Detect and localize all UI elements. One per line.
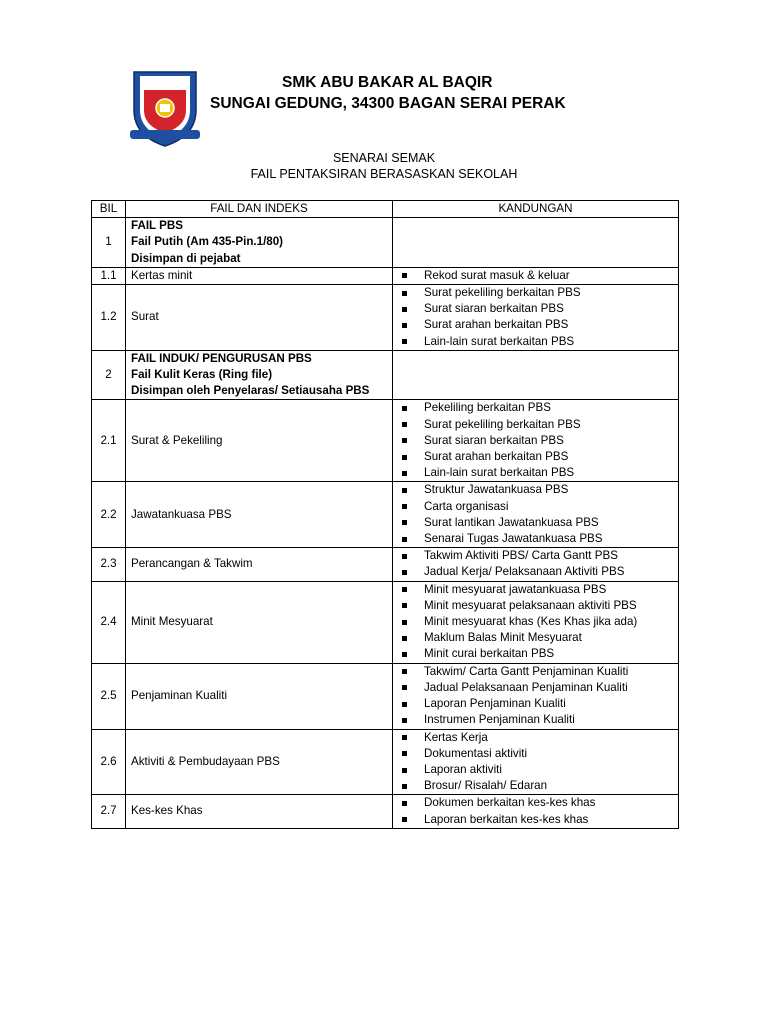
contents-cell: [393, 218, 679, 268]
contents-cell: [393, 663, 679, 729]
square-bullet-icon: [402, 422, 407, 427]
content-item: [398, 433, 673, 449]
row-number: 2.4: [92, 581, 126, 663]
row-number: 2.6: [92, 729, 126, 795]
square-bullet-icon: [402, 554, 407, 559]
square-bullet-icon: [402, 438, 407, 443]
contents-cell: [393, 581, 679, 663]
square-bullet-icon: [402, 520, 407, 525]
content-item: [398, 515, 673, 531]
square-bullet-icon: [402, 620, 407, 625]
content-item-text: Surat siaran berkaitan PBS: [424, 433, 564, 447]
content-item: [398, 317, 673, 333]
contents-cell: [393, 400, 679, 482]
square-bullet-icon: [402, 406, 407, 411]
contents-cell: [393, 350, 679, 400]
content-item-text: Senarai Tugas Jawatankuasa PBS: [424, 532, 603, 546]
square-bullet-icon: [402, 455, 407, 460]
square-bullet-icon: [402, 273, 407, 278]
file-index-line: Aktiviti & Pembudayaan PBS: [131, 754, 280, 768]
content-item-text: Takwim/ Carta Gantt Penjaminan Kualiti: [424, 664, 629, 678]
column-header-kandungan: KANDUNGAN: [393, 201, 679, 218]
content-item: [398, 465, 673, 481]
row-number: 2.3: [92, 548, 126, 581]
file-index: [126, 663, 393, 729]
content-item-text: Lain-lain surat berkaitan PBS: [424, 466, 575, 480]
file-index: [126, 548, 393, 581]
file-index-line: Surat & Pekeliling: [131, 433, 223, 447]
square-bullet-icon: [402, 471, 407, 476]
file-index-line: Penjaminan Kualiti: [131, 688, 228, 702]
square-bullet-icon: [402, 669, 407, 674]
content-item: [398, 778, 673, 794]
school-name: SMK ABU BAKAR AL BAQIR: [282, 74, 493, 91]
file-index-line: Disimpan oleh Penyelaras/ Setiausaha PBS: [131, 384, 370, 398]
square-bullet-icon: [402, 735, 407, 740]
content-item: [398, 664, 673, 680]
content-item-text: Surat lantikan Jawatankuasa PBS: [424, 515, 599, 529]
content-item: [398, 499, 673, 515]
file-index-line: Fail Putih (Am 435-Pin.1/80): [131, 235, 284, 249]
square-bullet-icon: [402, 685, 407, 690]
file-index-line: Kes-kes Khas: [131, 804, 203, 818]
content-item: [398, 746, 673, 762]
file-index-line: Jawatankuasa PBS: [131, 507, 232, 521]
content-item-text: Pekeliling berkaitan PBS: [424, 401, 551, 415]
content-item-text: Dokumen berkaitan kes-kes khas: [424, 796, 596, 810]
content-item-text: Kertas Kerja: [424, 730, 488, 744]
content-item: [398, 400, 673, 416]
contents-cell: [393, 548, 679, 581]
table-row: [92, 663, 679, 729]
contents-cell: [393, 482, 679, 548]
document-titles: [0, 150, 768, 182]
content-item: [398, 582, 673, 598]
contents-cell: [393, 729, 679, 795]
file-index-line: Surat: [131, 310, 159, 324]
content-item-text: Minit mesyuarat khas (Kes Khas jika ada): [424, 615, 638, 629]
content-item: [398, 812, 673, 828]
table-row: [92, 581, 679, 663]
contents-cell: [393, 795, 679, 828]
file-index-line: Disimpan di pejabat: [131, 251, 241, 265]
square-bullet-icon: [402, 587, 407, 592]
table-row: [92, 350, 679, 400]
document-subtitle: FAIL PENTAKSIRAN BERASASKAN SEKOLAH: [250, 167, 518, 181]
square-bullet-icon: [402, 339, 407, 344]
content-item-text: Struktur Jawatankuasa PBS: [424, 483, 569, 497]
contents-cell: [393, 267, 679, 284]
content-item-text: Maklum Balas Minit Mesyuarat: [424, 631, 582, 645]
content-item-text: Minit mesyuarat jawatankuasa PBS: [424, 582, 607, 596]
square-bullet-icon: [402, 504, 407, 509]
row-number: 1: [92, 218, 126, 268]
file-index-line: FAIL PBS: [131, 219, 183, 233]
square-bullet-icon: [402, 768, 407, 773]
content-item-text: Instrumen Penjaminan Kualiti: [424, 713, 575, 727]
square-bullet-icon: [402, 636, 407, 641]
square-bullet-icon: [402, 801, 407, 806]
square-bullet-icon: [402, 307, 407, 312]
row-number: 1.1: [92, 267, 126, 284]
content-item-text: Minit curai berkaitan PBS: [424, 647, 555, 661]
row-number: 2: [92, 350, 126, 400]
content-item: [398, 630, 673, 646]
checklist-table: [91, 200, 679, 829]
content-item-text: Takwim Aktiviti PBS/ Carta Gantt PBS: [424, 549, 618, 563]
content-item: [398, 285, 673, 301]
row-number: 2.2: [92, 482, 126, 548]
column-header-bil: BIL: [92, 201, 126, 218]
square-bullet-icon: [402, 323, 407, 328]
table-row: [92, 548, 679, 581]
file-index: [126, 267, 393, 284]
content-item: [398, 449, 673, 465]
content-item-text: Laporan Penjaminan Kualiti: [424, 697, 566, 711]
content-item-text: Minit mesyuarat pelaksanaan aktiviti PBS: [424, 598, 637, 612]
content-item: [398, 417, 673, 433]
file-index-line: Kertas minit: [131, 268, 193, 282]
table-header-row: [92, 201, 679, 218]
contents-cell: [393, 285, 679, 351]
content-item: [398, 712, 673, 728]
square-bullet-icon: [402, 603, 407, 608]
square-bullet-icon: [402, 291, 407, 296]
square-bullet-icon: [402, 488, 407, 493]
content-item-text: Surat arahan berkaitan PBS: [424, 318, 569, 332]
content-item: [398, 598, 673, 614]
content-item-text: Rekod surat masuk & keluar: [424, 268, 570, 282]
content-item: [398, 268, 673, 284]
file-index: [126, 581, 393, 663]
row-number: 1.2: [92, 285, 126, 351]
content-item-text: Surat arahan berkaitan PBS: [424, 450, 569, 464]
school-heading: [210, 72, 566, 114]
school-address: SUNGAI GEDUNG, 34300 BAGAN SERAI PERAK: [210, 95, 566, 112]
square-bullet-icon: [402, 652, 407, 657]
content-item-text: Surat siaran berkaitan PBS: [424, 302, 564, 316]
content-item: [398, 301, 673, 317]
content-item-text: Laporan berkaitan kes-kes khas: [424, 812, 589, 826]
content-item: [398, 334, 673, 350]
square-bullet-icon: [402, 817, 407, 822]
content-item: [398, 548, 673, 564]
file-index: [126, 795, 393, 828]
table-row: [92, 795, 679, 828]
table-row: [92, 218, 679, 268]
square-bullet-icon: [402, 570, 407, 575]
file-index-line: FAIL INDUK/ PENGURUSAN PBS: [131, 351, 312, 365]
content-item-text: Surat pekeliling berkaitan PBS: [424, 286, 581, 300]
table-row: [92, 285, 679, 351]
file-index-line: Perancangan & Takwim: [131, 557, 253, 571]
table-row: [92, 482, 679, 548]
square-bullet-icon: [402, 702, 407, 707]
content-item-text: Jadual Pelaksanaan Penjaminan Kualiti: [424, 680, 628, 694]
file-index-line: Minit Mesyuarat: [131, 615, 213, 629]
letterhead: [0, 62, 768, 152]
table-row: [92, 267, 679, 284]
file-index: [126, 729, 393, 795]
content-item: [398, 680, 673, 696]
file-index: [126, 285, 393, 351]
content-item: [398, 531, 673, 547]
file-index-line: Fail Kulit Keras (Ring file): [131, 368, 273, 382]
square-bullet-icon: [402, 751, 407, 756]
content-item: [398, 762, 673, 778]
content-item-text: Surat pekeliling berkaitan PBS: [424, 417, 581, 431]
column-header-fail: FAIL DAN INDEKS: [126, 201, 393, 218]
file-index: [126, 482, 393, 548]
content-item-text: Dokumentasi aktiviti: [424, 746, 528, 760]
content-item-text: Laporan aktiviti: [424, 762, 502, 776]
content-item-text: Lain-lain surat berkaitan PBS: [424, 334, 575, 348]
content-item-text: Jadual Kerja/ Pelaksanaan Aktiviti PBS: [424, 565, 625, 579]
row-number: 2.1: [92, 400, 126, 482]
row-number: 2.7: [92, 795, 126, 828]
table-body: [92, 218, 679, 829]
content-item-text: Carta organisasi: [424, 499, 509, 513]
content-item: [398, 795, 673, 811]
content-item-text: Brosur/ Risalah/ Edaran: [424, 779, 548, 793]
file-section-header: [126, 350, 393, 400]
square-bullet-icon: [402, 784, 407, 789]
row-number: 2.5: [92, 663, 126, 729]
content-item: [398, 730, 673, 746]
content-item: [398, 482, 673, 498]
document-title: SENARAI SEMAK: [332, 151, 436, 165]
content-item: [398, 696, 673, 712]
content-item: [398, 564, 673, 580]
table-row: [92, 729, 679, 795]
table-row: [92, 400, 679, 482]
content-item: [398, 614, 673, 630]
square-bullet-icon: [402, 718, 407, 723]
file-section-header: [126, 218, 393, 268]
school-crest-logo: [130, 66, 200, 150]
content-item: [398, 646, 673, 662]
square-bullet-icon: [402, 537, 407, 542]
file-index: [126, 400, 393, 482]
